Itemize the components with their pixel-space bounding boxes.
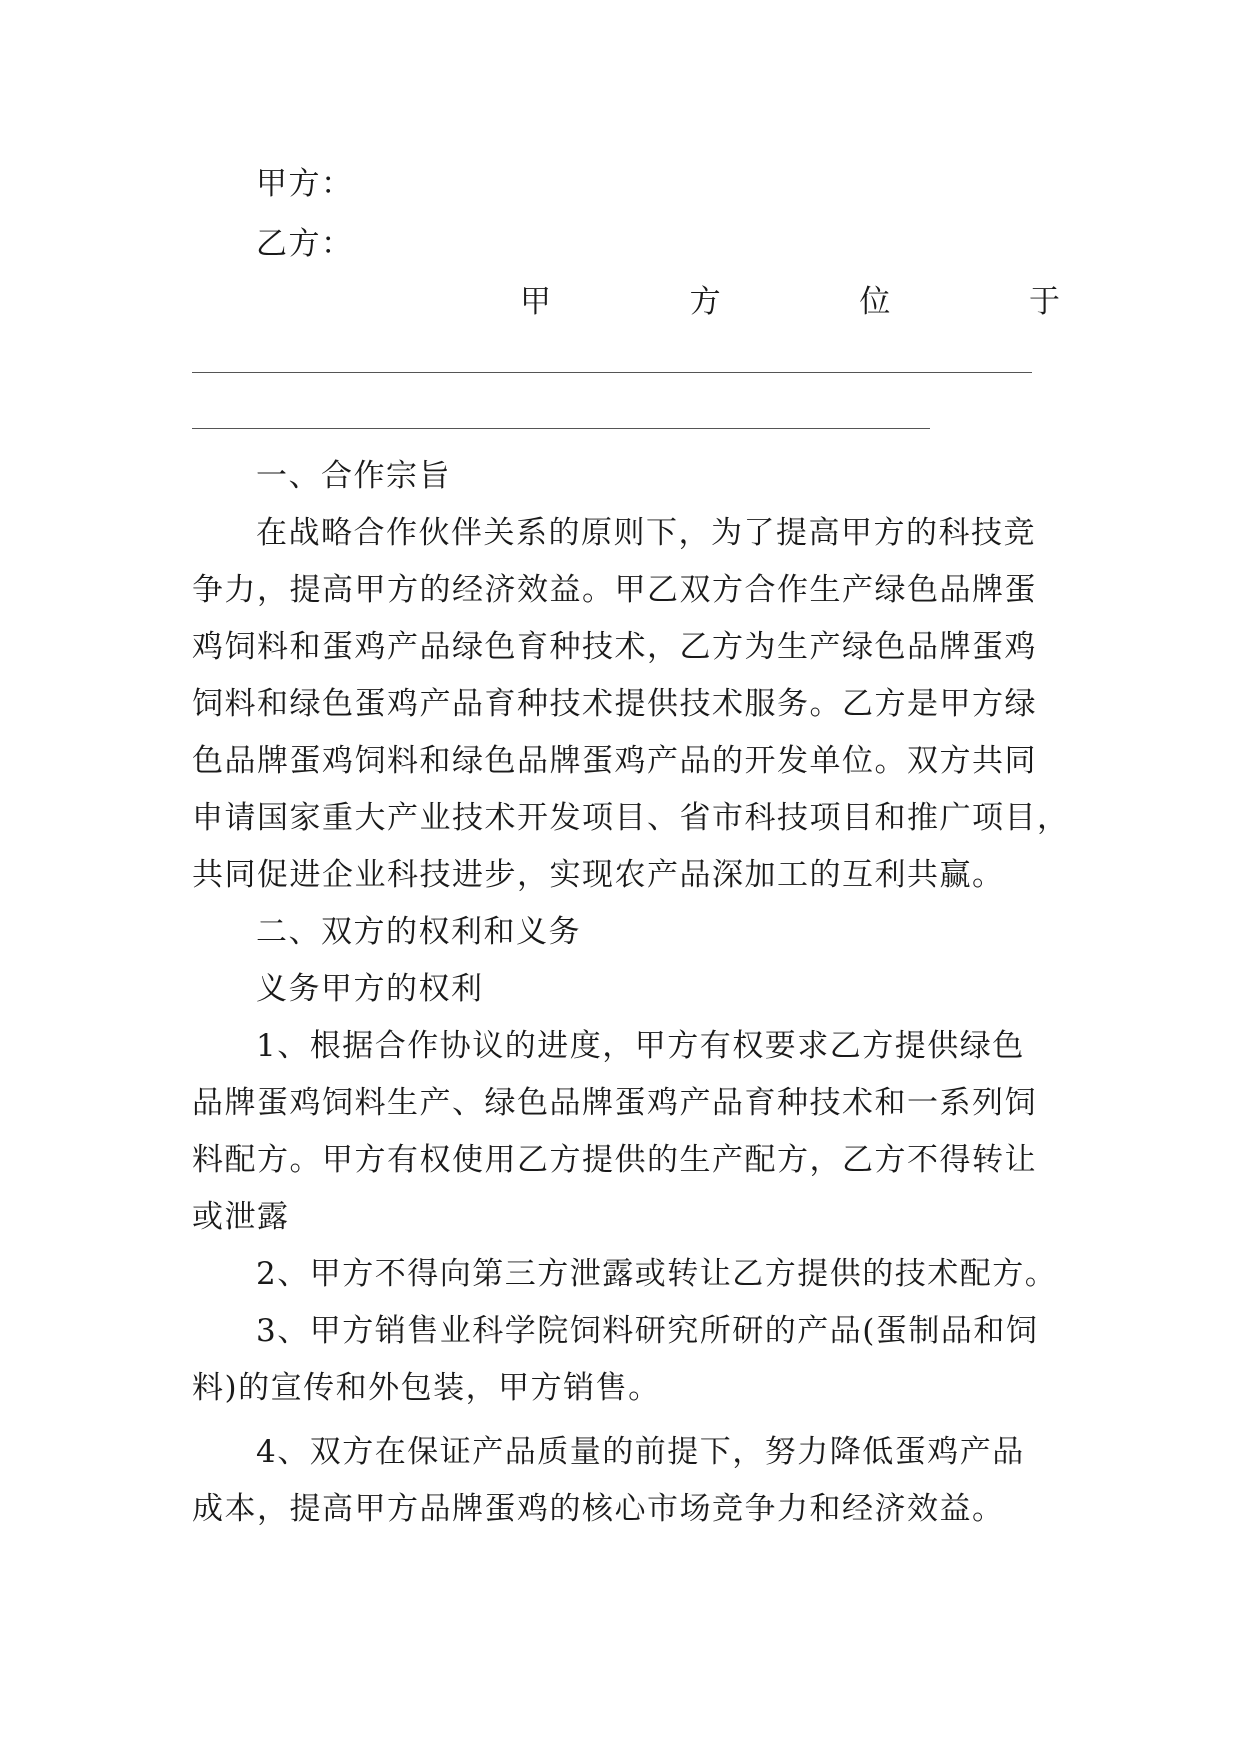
paragraph-line: 鸡饲料和蛋鸡产品绿色育种技术，乙方为生产绿色品牌蛋鸡: [192, 629, 1037, 665]
location-char: 于: [1028, 284, 1060, 320]
section-title: 一、合作宗旨: [256, 458, 451, 494]
party-a-label: 甲方：: [256, 166, 354, 202]
blank-fill-line: [192, 372, 1032, 373]
paragraph-line: 料配方。甲方有权使用乙方提供的生产配方，乙方不得转让: [192, 1142, 1037, 1178]
paragraph-line: 共同促进企业科技进步，实现农产品深加工的互利共赢。: [192, 857, 1005, 893]
paragraph-line: 饲料和绿色蛋鸡产品育种技术提供技术服务。乙方是甲方绿: [192, 686, 1037, 722]
paragraph-line: 在战略合作伙伴关系的原则下，为了提高甲方的科技竞: [256, 515, 1036, 551]
party-a-location-line: [520, 272, 1060, 332]
blank-fill-line: [192, 428, 930, 429]
paragraph-line: 3、甲方销售业科学院饲料研究所研的产品(蛋制品和饲: [256, 1313, 1039, 1349]
paragraph-line: 2、甲方不得向第三方泄露或转让乙方提供的技术配方。: [256, 1256, 1058, 1292]
paragraph-line: 争力，提高甲方的经济效益。甲乙双方合作生产绿色品牌蛋: [192, 572, 1037, 608]
paragraph-line: 4、双方在保证产品质量的前提下，努力降低蛋鸡产品: [256, 1434, 1025, 1470]
paragraph-line: 成本，提高甲方品牌蛋鸡的核心市场竞争力和经济效益。: [192, 1491, 1005, 1527]
paragraph-line: 品牌蛋鸡饲料生产、绿色品牌蛋鸡产品育种技术和一系列饲: [192, 1085, 1037, 1121]
paragraph-line: 色品牌蛋鸡饲料和绿色品牌蛋鸡产品的开发单位。双方共同: [192, 743, 1037, 779]
section-title: 二、双方的权利和义务: [256, 914, 581, 950]
paragraph-line: 或泄露: [192, 1199, 290, 1235]
location-char: 甲: [520, 284, 551, 320]
location-char: 位: [859, 284, 891, 320]
paragraph-line: 申请国家重大产业技术开发项目、省市科技项目和推广项目，: [192, 800, 1070, 836]
paragraph-line: 料)的宣传和外包装，甲方销售。: [192, 1370, 661, 1406]
paragraph-line: 1、根据合作协议的进度，甲方有权要求乙方提供绿色: [256, 1028, 1025, 1064]
location-char: 方: [689, 284, 721, 320]
subsection-title: 义务甲方的权利: [256, 971, 484, 1007]
party-b-label: 乙方：: [256, 226, 354, 262]
